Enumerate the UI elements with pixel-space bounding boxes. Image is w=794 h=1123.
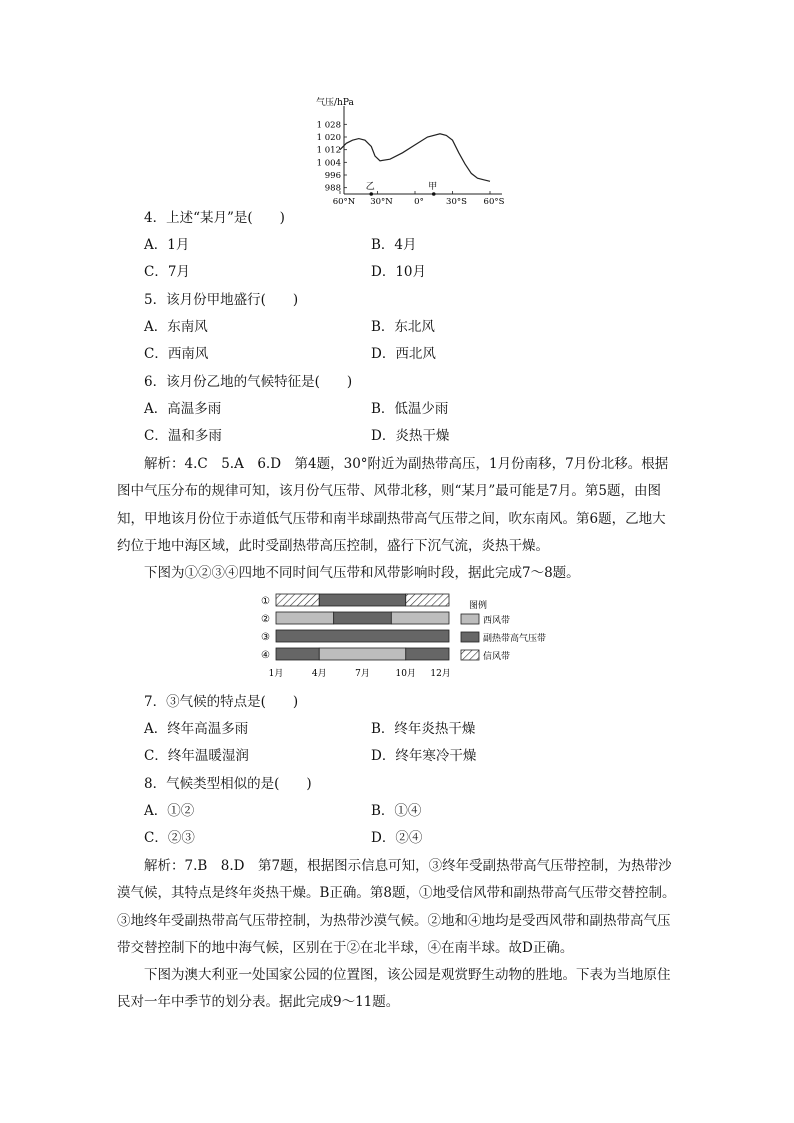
q8-stem: 8．气候类型相似的是( ) xyxy=(144,776,312,792)
pressure-y-tick-label: 1 004 xyxy=(316,158,341,169)
belt-x-tick-label: 7月 xyxy=(355,669,370,679)
q6-option-c[interactable]: C．温和多雨 xyxy=(144,428,222,444)
q6-option-d[interactable]: D．炎热干燥 xyxy=(371,428,450,444)
pressure-x-tick-label: 60°S xyxy=(483,197,505,204)
pressure-point-dot xyxy=(369,192,373,196)
pressure-y-tick-label: 988 xyxy=(324,183,341,194)
belt-legend-label: 信风带 xyxy=(483,652,511,662)
belt-legend-swatch xyxy=(461,650,479,660)
q8-option-b[interactable]: B．①④ xyxy=(371,803,422,819)
belt-row-label: ④ xyxy=(261,650,270,661)
q8-option-c[interactable]: C．②③ xyxy=(144,830,195,846)
pressure-point-dot xyxy=(432,192,436,196)
belt-row-label: ③ xyxy=(261,632,270,643)
intro-9-11: 下图为澳大利亚一处国家公园的位置图，该公园是观赏野生动物的胜地。下表为当地原住民对一年中季节的划分表。据此完成9～11题。 xyxy=(117,967,671,1011)
q7-option-d[interactable]: D．终年寒冷干燥 xyxy=(371,748,477,764)
q5-option-b[interactable]: B．东北风 xyxy=(371,319,435,335)
q7-stem: 7．③气候的特点是( ) xyxy=(144,694,299,710)
belt-segment-subtropical xyxy=(334,612,392,624)
belt-segment-westerly xyxy=(391,612,449,624)
belt-segment-trade xyxy=(406,594,449,606)
analysis-4-6: 解析：4.C 5.A 6.D 第4题，30°附近为副热带高压，1月份南移，7月份北移。根据图中气压分布的规律可知，该月份气压带、风带北移，则“某月”最可能是7月。第5题，由图知，甲地该月份位于赤道低气压带和南半球副热带高气压带之间，吹东南风。第6题，乙地大约位于地中海区域，此时受副热带高压控制，盛行下沉气流，炎热干燥。 xyxy=(117,456,669,554)
belt-segment-trade xyxy=(276,594,319,606)
belt-segment-subtropical xyxy=(276,630,449,642)
pressure-y-tick-label: 1 020 xyxy=(316,133,341,143)
belt-legend-label: 西风带 xyxy=(483,616,511,626)
pressure-chart xyxy=(310,92,510,204)
q6-option-a[interactable]: A．高温多雨 xyxy=(144,401,222,417)
belt-legend-title: 图例 xyxy=(469,601,488,611)
pressure-x-tick-label: 30°N xyxy=(370,197,393,204)
belt-x-tick-label: 12月 xyxy=(430,669,451,679)
belt-row-label: ① xyxy=(261,596,270,607)
belt-segment-subtropical xyxy=(406,648,449,660)
belt-x-tick-label: 1月 xyxy=(268,669,284,679)
q4-option-a[interactable]: A．1月 xyxy=(144,237,190,253)
pressure-y-tick-label: 1 012 xyxy=(316,145,341,156)
q4-option-d[interactable]: D．10月 xyxy=(371,264,427,280)
q4-option-b[interactable]: B．4月 xyxy=(371,237,417,253)
belts-chart xyxy=(256,590,566,686)
q5-option-c[interactable]: C．西南风 xyxy=(144,346,209,362)
pressure-y-tick-label: 1 028 xyxy=(316,120,341,131)
belt-segment-subtropical xyxy=(276,648,319,660)
q5-option-a[interactable]: A．东南风 xyxy=(144,319,208,335)
pressure-x-tick-label: 60°N xyxy=(332,197,356,204)
belt-x-tick-label: 10月 xyxy=(395,669,416,679)
intro-7-8: 下图为①②③④四地不同时间气压带和风带影响时段，据此完成7～8题。 xyxy=(144,565,580,581)
belt-legend-swatch xyxy=(461,632,479,642)
belt-segment-westerly xyxy=(319,648,406,660)
belt-x-tick-label: 4月 xyxy=(311,669,327,679)
belt-segment-subtropical xyxy=(319,594,406,606)
pressure-point-label: 乙 xyxy=(365,182,375,192)
q7-option-b[interactable]: B．终年炎热干燥 xyxy=(371,721,476,737)
q4-option-c[interactable]: C．7月 xyxy=(144,264,190,280)
q8-option-d[interactable]: D．②④ xyxy=(371,830,423,846)
q8-option-a[interactable]: A．①② xyxy=(144,803,195,819)
q5-stem: 5．该月份甲地盛行( ) xyxy=(144,292,299,308)
q4-stem: 4．上述“某月”是( ) xyxy=(144,210,285,226)
q7-option-c[interactable]: C．终年温暖湿润 xyxy=(144,748,249,764)
belt-segment-westerly xyxy=(276,612,334,624)
analysis-7-8: 解析：7.B 8.D 第7题，根据图示信息可知，③终年受副热带高气压带控制，为热带沙漠气候，其特点是终年炎热干燥。B正确。第8题，①地受信风带和副热带高气压带交替控制。③地终年受副热带高气压带控制，为热带沙漠气候。②地和④地均是受西风带和副热带高气压带交替控制下的地中海气候，区别在于②在北半球，④在南半球。故D正确。 xyxy=(117,858,676,956)
pressure-x-tick-label: 0° xyxy=(414,197,424,204)
q6-option-b[interactable]: B．低温少雨 xyxy=(371,401,449,417)
q7-option-a[interactable]: A．终年高温多雨 xyxy=(144,721,249,737)
pressure-y-tick-label: 996 xyxy=(324,171,341,181)
pressure-ylabel: 气压/hPa xyxy=(316,98,354,108)
q5-option-d[interactable]: D．西北风 xyxy=(371,346,436,362)
pressure-curve xyxy=(340,134,490,182)
belt-legend-label: 副热带高气压带 xyxy=(483,634,547,644)
pressure-point-label: 甲 xyxy=(428,182,438,192)
q6-stem: 6．该月份乙地的气候特征是( ) xyxy=(144,374,353,390)
belt-row-label: ② xyxy=(261,614,270,625)
belt-legend-swatch xyxy=(461,614,479,624)
pressure-x-tick-label: 30°S xyxy=(446,197,467,204)
